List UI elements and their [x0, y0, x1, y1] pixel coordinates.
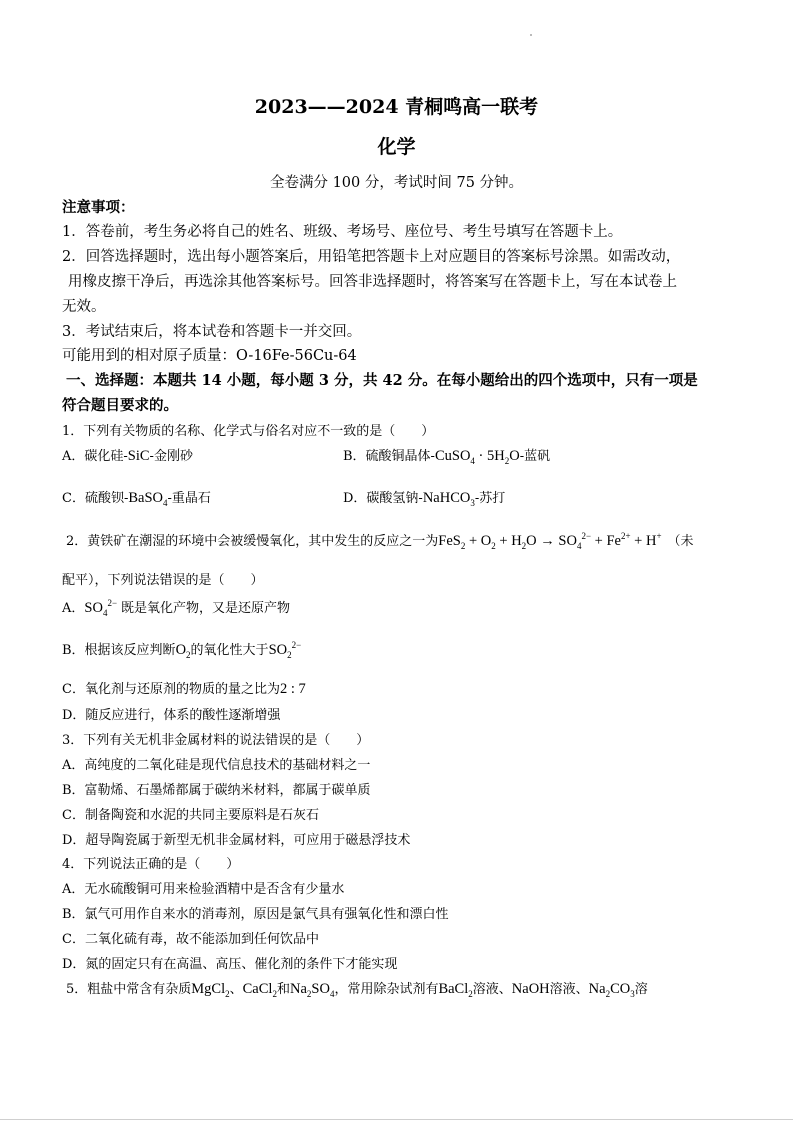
q4-option-c: C．二氧化硫有毒，故不能添加到任何饮品中	[62, 932, 319, 947]
q1-option-d	[343, 488, 505, 509]
q2-stem-tail: （未	[667, 534, 694, 549]
q2-equation: $FeS_2 + O_2 + H_2O \to SO_4^{2-} + Fe^{2+} + H^+$	[438, 531, 662, 551]
q2-b-mid: 的氧化性大于	[190, 643, 269, 658]
q1-stem: 1．下列有关物质的名称、化学式与俗名对应不一致的是（ ）	[62, 424, 435, 439]
q2-a-text: 既是氧化产物，又是还原产物	[121, 601, 291, 616]
note-2-line-3: 无效。	[62, 299, 106, 315]
note-1: 1．答卷前，考生务必将自己的姓名、班级、考场号、座位号、考生号填写在答题卡上。	[62, 224, 623, 240]
q2-c-ratio: 2 : 7	[279, 681, 306, 697]
q1-option-a	[62, 446, 193, 467]
q4-option-b: B．氯气可用作自来水的消毒剂，原因是氯气具有强氧化性和漂白性	[62, 907, 449, 922]
q5-formula-bacl2: BaCl$_2$	[438, 981, 473, 999]
q4-option-a: A．无水硫酸铜可用来检验酒精中是否含有少量水	[62, 882, 345, 897]
section-1-heading-line-1: 一、选择题：本题共 14 小题，每小题 3 分，共 42 分。在每小题给出的四个选项中，只有一项是	[66, 372, 698, 389]
q2-option-c	[62, 679, 306, 700]
section-1-heading-line-2: 符合题目要求的。	[62, 397, 178, 414]
exam-title: 2023——2024 青桐鸣高一联考	[254, 96, 539, 118]
q1-c-name: -重晶石	[167, 491, 211, 506]
note-2-line-2: 用橡皮擦干净后，再选涂其他答案标号。回答非选择题时，将答案写在答题卡上，写在本试卷上	[68, 274, 677, 290]
q1-d-formula: NaHCO$_3$	[422, 490, 475, 508]
q2-stem-text: 2．黄铁矿在潮湿的环境中会被缓慢氧化，其中发生的反应之一为	[66, 534, 439, 549]
q1-b-formula: CuSO$_4$ · $5H_2O$	[434, 448, 520, 466]
page-bottom-rule	[0, 1119, 793, 1120]
q1-a-name: -金刚砂	[149, 449, 193, 464]
q1-d-label: D．碳酸氢钠-	[343, 491, 423, 506]
q4-option-d: D．氮的固定只有在高温、高压、催化剂的条件下才能实现	[62, 957, 398, 972]
q1-c-formula: BaSO$_4$	[128, 490, 168, 508]
q3-option-c: C．制备陶瓷和水泥的共同主要原料是石灰石	[62, 808, 319, 823]
q2-option-a	[62, 598, 290, 619]
q2-b-formula-1: $O_2$	[175, 642, 191, 660]
q3-option-d: D．超导陶瓷属于新型无机非金属材料，可应用于磁悬浮技术	[62, 833, 411, 848]
q3-stem: 3．下列有关无机非金属材料的说法错误的是（ ）	[62, 733, 370, 748]
q5-formula-mgcl2: MgCl$_2$	[191, 981, 230, 999]
subject-title: 化学	[377, 136, 416, 158]
score-info: 全卷满分 100 分，考试时间 75 分钟。	[269, 175, 524, 191]
q2-a-label: A．	[62, 601, 85, 616]
q3-option-a: A．高纯度的二氧化硅是现代信息技术的基础材料之一	[62, 758, 371, 773]
q1-c-label: C．硫酸钡-	[62, 491, 129, 506]
q5-sol1: 溶液、	[472, 982, 512, 997]
q1-b-name: -蓝矾	[519, 449, 551, 464]
atomic-masses: 可能用到的相对原子质量：O-16Fe-56Cu-64	[62, 348, 357, 364]
q2-stem-line-2: 配平），下列说法错误的是（ ）	[62, 573, 264, 588]
q5-formula-naoh: NaOH	[511, 981, 550, 997]
q2-stem-line-1	[66, 531, 694, 552]
q1-option-b	[343, 446, 550, 467]
q4-stem: 4．下列说法正确的是（ ）	[62, 857, 240, 872]
q5-tail: 溶	[634, 982, 648, 997]
q3-option-b: B．富勒烯、石墨烯都属于碳纳米材料，都属于碳单质	[62, 783, 371, 798]
q1-b-label: B．硫酸铜晶体-	[343, 449, 435, 464]
q5-and: 和	[276, 982, 290, 997]
q2-option-d: D．随反应进行，体系的酸性逐渐增强	[62, 708, 281, 723]
q1-a-label: A．碳化硅-	[62, 449, 128, 464]
note-3: 3．考试结束后，将本试卷和答题卡一并交回。	[62, 324, 362, 340]
notes-heading: 注意事项：	[62, 199, 135, 216]
q2-b-text: B．根据该反应判断	[62, 643, 176, 658]
q2-c-text: C．氧化剂与还原剂的物质的量之比为	[62, 682, 280, 697]
q1-option-c	[62, 488, 211, 509]
q2-a-formula: $SO_4^{2-}$	[84, 598, 118, 618]
q5-formula-na2co3: $Na_2CO_3$	[588, 981, 635, 999]
q5-mid: ，常用除杂试剂有	[334, 982, 439, 997]
q5-formula-na2so4: $Na_2SO_4$	[289, 981, 335, 999]
note-2-line-1: 2．回答选择题时，选出每小题答案后，用铅笔把答题卡上对应题目的答案标号涂黑。如需改动，	[62, 249, 681, 265]
q1-d-name: -苏打	[474, 491, 506, 506]
q2-b-formula-2: $SO_2^{2-}$	[268, 640, 302, 660]
q5-stem-text: 5．粗盐中常含有杂质	[66, 982, 192, 997]
q5-sol2: 溶液、	[549, 982, 589, 997]
q2-option-b	[62, 640, 301, 661]
q1-a-formula: SiC	[127, 448, 150, 464]
q5-sep: 、	[229, 982, 243, 997]
q5-formula-cacl2: CaCl$_2$	[242, 981, 277, 999]
q5-stem	[66, 979, 648, 1000]
scan-speck	[530, 34, 532, 36]
